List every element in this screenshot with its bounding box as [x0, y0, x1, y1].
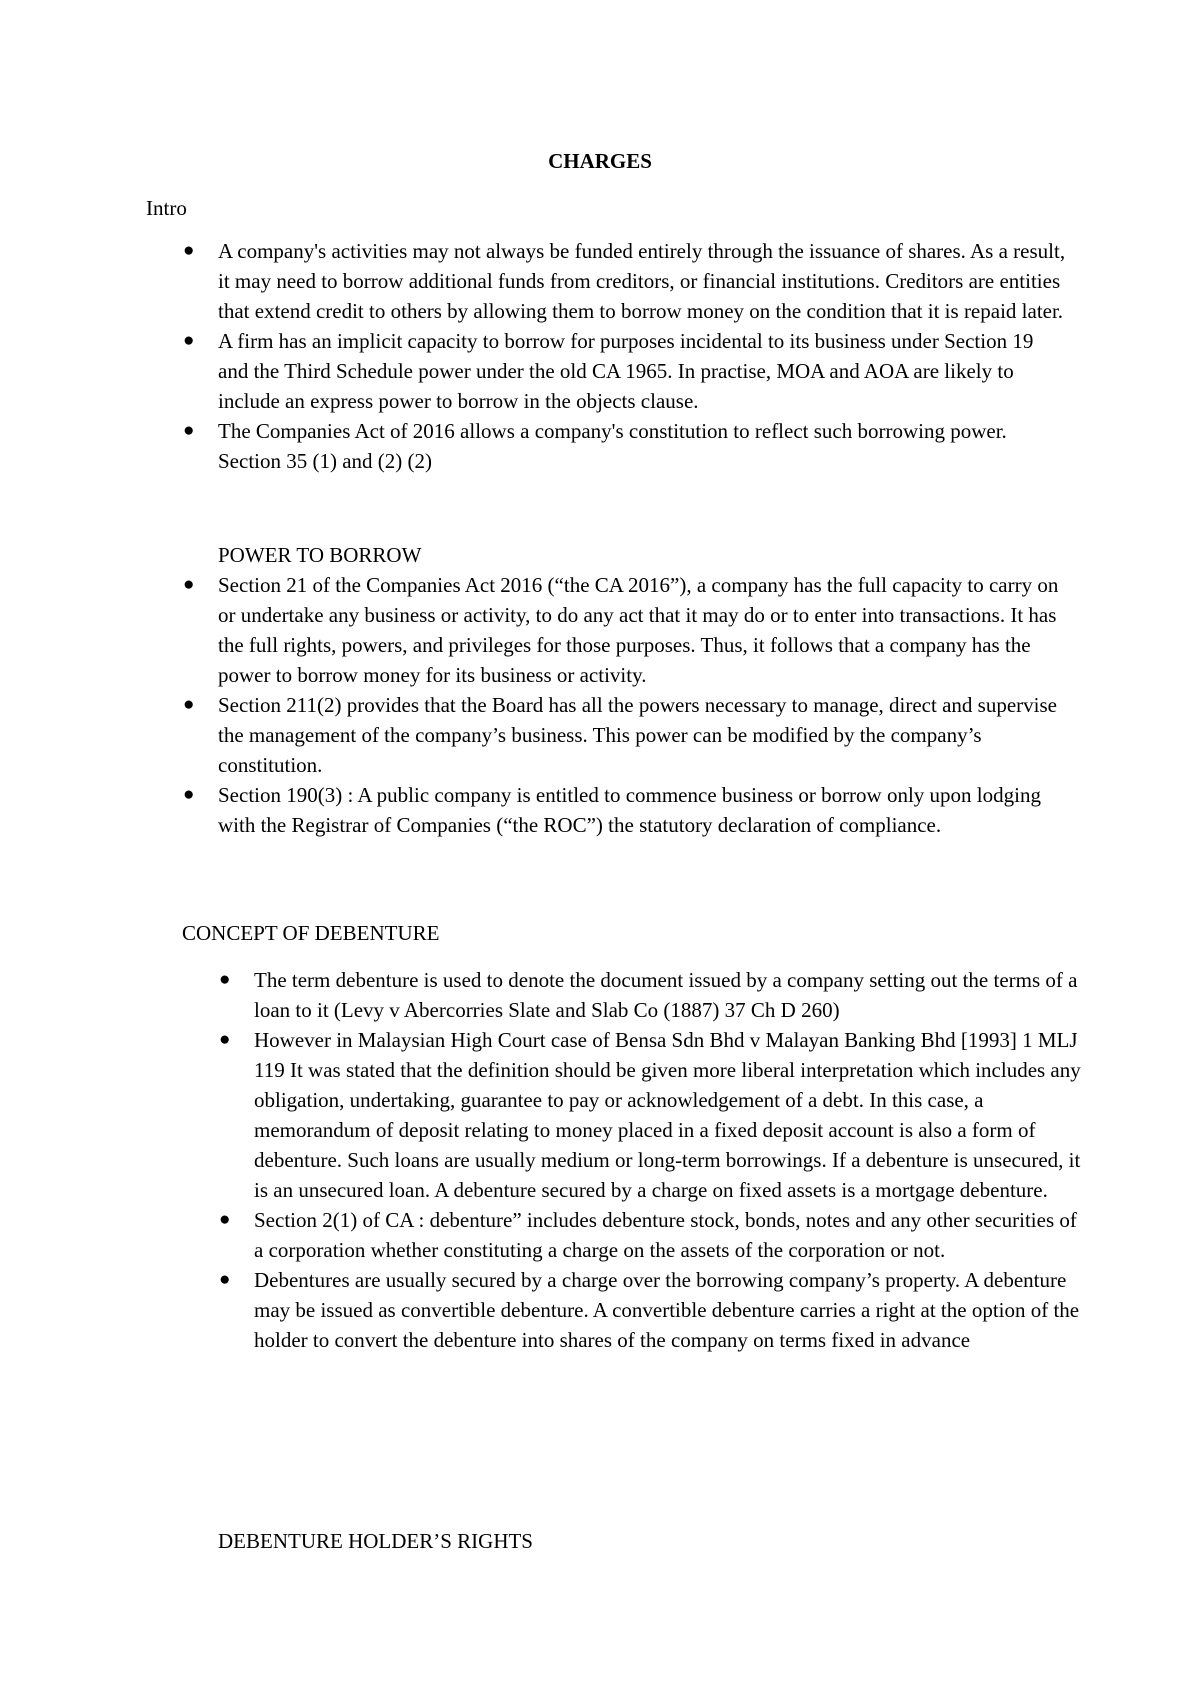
bullet-icon: ●	[219, 1029, 231, 1050]
intro-label: Intro	[146, 196, 187, 220]
bullet-icon: ●	[183, 240, 195, 261]
list-item-text: Section 190(3) : A public company is entitled to commence business or borrow only upon lodging with the Registrar of Companies (“the ROC”) the statutory declaration of compliance.	[218, 783, 1041, 837]
bullet-icon: ●	[219, 969, 231, 990]
list-item	[183, 780, 1068, 840]
bullet-icon: ●	[183, 784, 195, 805]
list-item-text: A firm has an implicit capacity to borrow for purposes incidental to its business under Section 19 and the Third Schedule power under the old CA 1965. In practise, MOA and AOA are likely to include an express power to borrow in the objects clause.	[218, 329, 1034, 413]
power-to-borrow-heading: POWER TO BORROW	[218, 543, 422, 567]
list-item	[183, 416, 1068, 476]
debenture-holders-rights-heading: DEBENTURE HOLDER’S RIGHTS	[218, 1529, 533, 1553]
list-item	[219, 965, 1084, 1025]
list-item-text: Debentures are usually secured by a charge over the borrowing company’s property. A debenture may be issued as convertible debenture. A convertible debenture carries a right at the option of the holder to convert the debenture into shares of the company on terms fixed in advance	[254, 1268, 1080, 1352]
list-item	[183, 690, 1068, 780]
list-item-text: Section 2(1) of CA : debenture” includes debenture stock, bonds, notes and any other securities of a corporation whether constituting a charge on the assets of the corporation or not.	[254, 1208, 1077, 1262]
bullet-icon: ●	[219, 1269, 231, 1290]
list-item	[219, 1025, 1084, 1205]
list-item-text: However in Malaysian High Court case of Bensa Sdn Bhd v Malayan Banking Bhd [1993] 1 MLJ 119 It was stated that the definition should be given more liberal interpretation which includes any obligation, undertaking, guarantee to pay or acknowledgement of a debt. In this case, a memorandum of deposit relating to money placed in a fixed deposit account is also a form of debenture. Such loans are usually medium or long-term borrowings. If a debenture is unsecured, it is an unsecured loan. A debenture secured by a charge on fixed assets is a mortgage debenture.	[254, 1028, 1081, 1202]
debenture-bullet-list	[219, 965, 1084, 1355]
bullet-icon: ●	[183, 694, 195, 715]
bullet-icon: ●	[219, 1209, 231, 1230]
intro-bullet-list	[183, 236, 1068, 476]
page-title: CHARGES	[548, 149, 652, 173]
list-item-text: Section 211(2) provides that the Board has all the powers necessary to manage, direct and supervise the management of the company’s business. This power can be modified by the company’s constitution.	[218, 693, 1057, 777]
bullet-icon: ●	[183, 330, 195, 351]
bullet-icon: ●	[183, 420, 195, 441]
list-item-text: The Companies Act of 2016 allows a company's constitution to reflect such borrowing power. Section 35 (1) and (2) (2)	[218, 419, 1007, 473]
list-item	[183, 570, 1068, 690]
list-item	[219, 1265, 1084, 1355]
list-item	[183, 326, 1068, 416]
bullet-icon: ●	[183, 574, 195, 595]
list-item	[219, 1205, 1084, 1265]
power-bullet-list	[183, 570, 1068, 840]
list-item-text: The term debenture is used to denote the document issued by a company setting out the terms of a loan to it (Levy v Abercorries Slate and Slab Co (1887) 37 Ch D 260)	[254, 968, 1078, 1022]
concept-of-debenture-heading: CONCEPT OF DEBENTURE	[182, 921, 440, 945]
list-item-text: A company's activities may not always be funded entirely through the issuance of shares. As a result, it may need to borrow additional funds from creditors, or financial institutions. Creditors are entities that extend credit to others by allowing them to borrow money on the condition that it is repaid later.	[218, 239, 1066, 323]
list-item-text: Section 21 of the Companies Act 2016 (“the CA 2016”), a company has the full capacity to carry on or undertake any business or activity, to do any act that it may do or to enter into transactions. It has the full rights, powers, and privileges for those purposes. Thus, it follows that a company has the power to borrow money for its business or activity.	[218, 573, 1059, 687]
list-item	[183, 236, 1068, 326]
